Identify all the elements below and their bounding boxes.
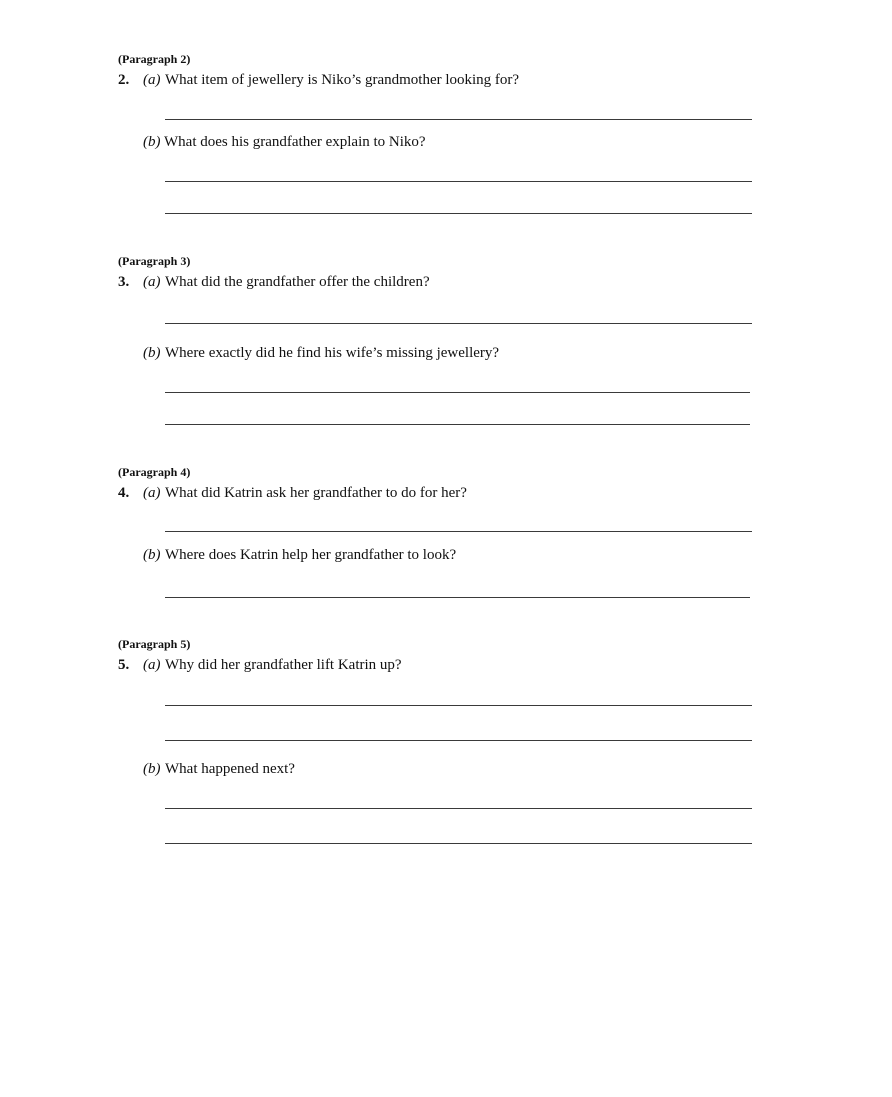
part-marker: (a): [143, 657, 161, 673]
answer-line[interactable]: [165, 323, 752, 324]
question-text: Where does Katrin help her grandfather to look?: [165, 547, 457, 563]
question-5b: [0, 760, 892, 778]
answer-line[interactable]: [165, 181, 752, 182]
question-number: 2.: [118, 72, 130, 88]
paragraph-label: (Paragraph 5): [118, 637, 191, 651]
question-5a: [0, 656, 892, 674]
question-2a: [0, 71, 892, 89]
answer-line[interactable]: [165, 843, 752, 844]
question-text: What does his grandfather explain to Niko?: [164, 134, 426, 150]
question-number: 4.: [118, 485, 130, 501]
answer-line[interactable]: [165, 808, 752, 809]
question-4b: [0, 546, 892, 564]
answer-line[interactable]: [165, 424, 750, 425]
question-text: Why did her grandfather lift Katrin up?: [165, 657, 402, 673]
answer-line[interactable]: [165, 705, 752, 706]
part-marker: (a): [143, 274, 161, 290]
answer-line[interactable]: [165, 213, 752, 214]
answer-line[interactable]: [165, 597, 750, 598]
paragraph-label: (Paragraph 3): [118, 254, 191, 268]
answer-line[interactable]: [165, 119, 752, 120]
question-text: What item of jewellery is Niko’s grandmother looking for?: [165, 72, 520, 88]
question-text: Where exactly did he find his wife’s missing jewellery?: [165, 345, 500, 361]
part-marker: (b): [143, 345, 161, 361]
answer-line[interactable]: [165, 531, 752, 532]
question-text: What happened next?: [165, 761, 295, 777]
question-3b: [0, 344, 892, 362]
answer-line[interactable]: [165, 392, 750, 393]
part-marker: (a): [143, 72, 161, 88]
paragraph-label: (Paragraph 4): [118, 465, 191, 479]
part-marker: (b): [143, 547, 161, 563]
question-text: What did the grandfather offer the children?: [165, 274, 430, 290]
question-3a: [0, 273, 892, 291]
part-marker: (b): [143, 761, 161, 777]
question-text: What did Katrin ask her grandfather to do for her?: [165, 485, 467, 501]
answer-line[interactable]: [165, 740, 752, 741]
paragraph-label: (Paragraph 2): [118, 52, 191, 66]
question-2b: [0, 133, 892, 151]
question-number: 3.: [118, 274, 130, 290]
part-marker: (b): [143, 134, 161, 150]
question-4a: [0, 484, 892, 502]
part-marker: (a): [143, 485, 161, 501]
question-number: 5.: [118, 657, 130, 673]
